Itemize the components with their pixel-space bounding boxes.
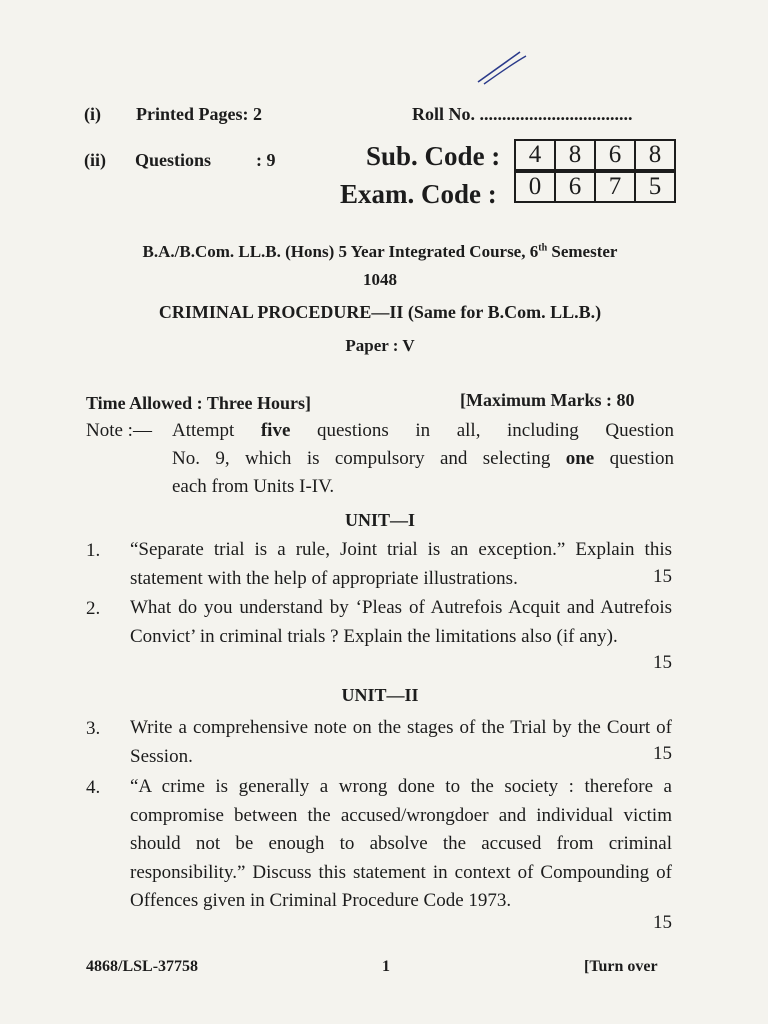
questions-label: Questions (135, 150, 212, 170)
question-marks: 15 (653, 743, 672, 764)
question-text: What do you understand by ‘Pleas of Autrefois Acquit and Autrefois Convict’ in criminal trials ? Explain the limitations also (if any). (130, 597, 672, 647)
question-text: “A crime is generally a wrong done to the society : therefore a compromise between the accused/wrongdoer and individual victim should not be enough to absolve the accused from criminal responsibility.” Discuss this statement in context of Compounding of Offences given in Criminal Procedure Code 1973. (130, 776, 672, 911)
question-text: Write a comprehensive note on the stages of the Trial by the Court of Session. (130, 717, 672, 767)
question-marks: 15 (653, 652, 672, 673)
roll-no: Roll No. .................................. (412, 104, 633, 124)
exam-code-digit: 7 (596, 173, 636, 201)
question-number: 1. (86, 540, 101, 561)
note-text: question (594, 448, 674, 469)
unit-heading: UNIT—II (341, 685, 419, 705)
course-number: 1048 (363, 270, 397, 289)
question-number: 3. (86, 718, 101, 739)
note-label: Note :— (86, 420, 152, 441)
handwritten-tick-mark (472, 48, 532, 88)
note-text: No. 9, which is compulsory and selecting (172, 448, 566, 469)
printed-pages-row (84, 104, 262, 125)
printed-pages-index: (i) (84, 104, 101, 124)
note-text: Attempt (172, 420, 261, 441)
course-title-superscript: th (538, 242, 548, 254)
course-title-suffix: Semester (547, 242, 618, 261)
printed-pages-label: Printed Pages: 2 (136, 104, 262, 124)
sub-code-digit: 4 (516, 141, 556, 169)
course-title (80, 242, 680, 262)
questions-index: (ii) (84, 150, 106, 170)
paper-code-footer: 4868/LSL-37758 (86, 958, 199, 975)
note-line-1 (172, 420, 674, 442)
note-text: questions in all, including Question (290, 420, 674, 441)
sub-code-digit: 8 (556, 141, 596, 169)
page-number: 1 (382, 958, 390, 975)
exam-code-digit: 6 (556, 173, 596, 201)
sub-code-boxes (514, 139, 676, 171)
exam-code-digit: 0 (516, 173, 556, 201)
course-title-main: B.A./B.Com. LL.B. (Hons) 5 Year Integrated Course, 6 (142, 242, 539, 261)
note-emphasis: one (565, 448, 595, 469)
subject-title: CRIMINAL PROCEDURE—II (Same for B.Com. LL.B.) (158, 302, 602, 322)
note-line-2 (172, 448, 674, 470)
turn-over-label: [Turn over (584, 958, 658, 975)
sub-code-label: Sub. Code : (366, 141, 501, 171)
question-number: 2. (86, 598, 101, 619)
questions-count-row (84, 150, 276, 171)
exam-code-digit: 5 (648, 173, 662, 200)
questions-value: : 9 (256, 150, 276, 170)
paper-label: Paper : V (345, 336, 415, 355)
question-text: “Separate trial is a rule, Joint trial is an exception.” Explain this statement with the help of appropriate illustrations. (130, 539, 672, 589)
exam-code-boxes (514, 171, 676, 203)
note-emphasis: five (260, 420, 291, 441)
exam-code-label: Exam. Code : (340, 179, 497, 209)
question-marks: 15 (653, 912, 672, 933)
note-line-3: each from Units I-IV. (172, 476, 335, 497)
question-number: 4. (86, 777, 101, 798)
time-allowed: Time Allowed : Three Hours] (86, 393, 311, 413)
sub-code-digit: 6 (596, 141, 636, 169)
question-marks: 15 (653, 566, 672, 587)
unit-heading: UNIT—I (344, 510, 415, 530)
sub-code-digit: 8 (648, 141, 662, 168)
maximum-marks: [Maximum Marks : 80 (460, 390, 635, 410)
